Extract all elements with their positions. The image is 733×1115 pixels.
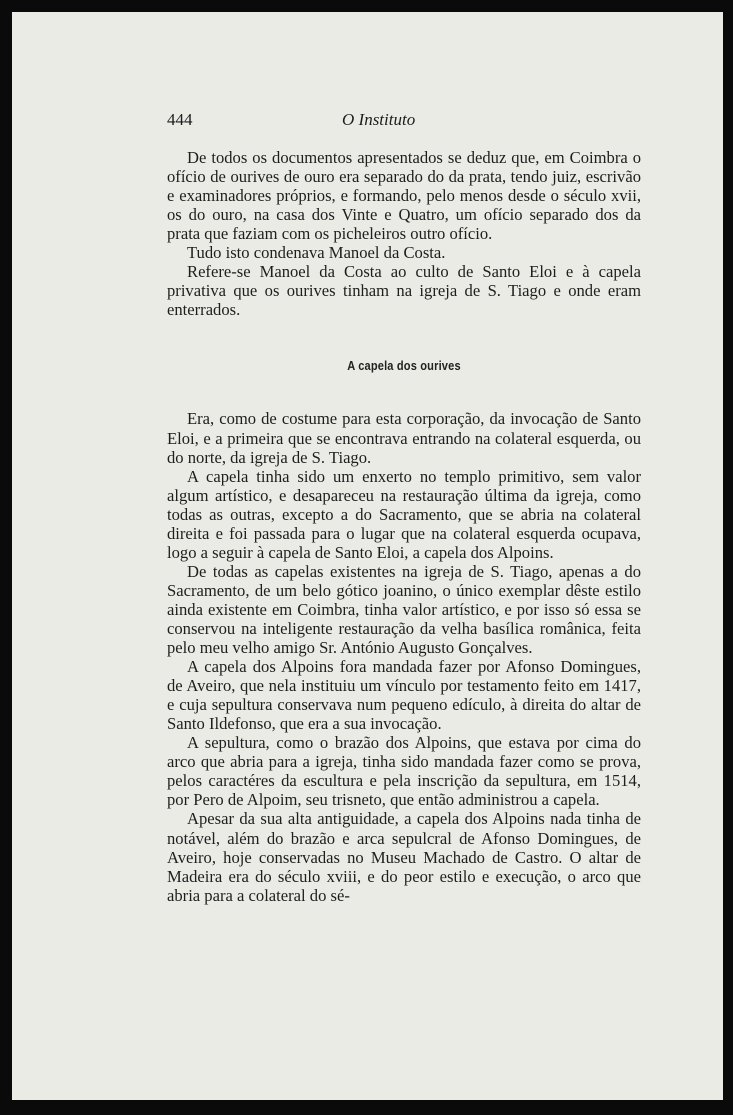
paragraph: Tudo isto condenava Manoel da Costa. <box>187 243 446 263</box>
page-number: 444 <box>167 110 193 129</box>
paragraph: De todos os documentos apresentados se deduz que, em Coimbra o ofício de ourives de ouro era separado do da prata, tendo juiz, escrivão e examinadores próprios, e formando, pelo menos desde o século xvii, os do ouro, na casa dos Vinte e Quatro, um ofício separado dos da prata que faziam com os picheleiros outro ofício. <box>167 148 641 244</box>
paragraph: Era, como de costume para esta corporação, da invocação de Santo Eloi, e a primeira que se encontrava entrando na colateral esquerda, ou do norte, da igreja de S. Tiago. <box>167 409 641 467</box>
book-page <box>12 12 723 1100</box>
running-title: O Instituto <box>342 110 416 129</box>
paragraph: A capela dos Alpoins fora mandada fazer por Afonso Domingues, de Aveiro, que nela instituiu um vínculo por testamento feito em 1417, e cuja sepultura conservava num pequeno edículo, à direita do altar de Santo Ildefonso, que era a sua invocação. <box>167 657 641 734</box>
paragraph: Apesar da sua alta antiguidade, a capela dos Alpoins nada tinha de notável, além do brazão e arca sepulcral de Afonso Domingues, de Aveiro, hoje conservadas no Museu Machado de Castro. O altar de Madeira era do século xviii, e do peor estilo e execução, o arco que abria para a colateral do sé- <box>167 809 641 905</box>
page-header <box>167 110 642 134</box>
page-body <box>167 148 641 905</box>
paragraph: A capela tinha sido um enxerto no templo primitivo, sem valor algum artístico, e desapareceu na restauração última da igreja, como todas as outras, excepto a do Sacramento, que se abria na colateral direita e foi passada para o lugar que na colateral esquerda ocupava, logo a seguir à capela de Santo Eloi, a capela dos Alpoins. <box>167 466 641 562</box>
section-heading: A capela dos ourives <box>347 358 461 374</box>
paragraph: De todas as capelas existentes na igreja de S. Tiago, apenas a do Sacramento, de um belo gótico joanino, o único exemplar dêste estilo ainda existente em Coimbra, tinha valor artístico, e por isso só essa se conservou na inteligente restauração da velha basílica românica, feita pelo meu velho amigo Sr. António Augusto Gonçalves. <box>167 561 641 658</box>
paragraph: A sepultura, como o brazão dos Alpoins, que estava por cima do arco que abria para a igreja, tinha sido mandada fazer como se prova, pelos caractéres da escultura e pela inscrição da sepultura, em 1514, por Pero de Alpoim, seu trisneto, que então administrou a capela. <box>167 733 641 810</box>
paragraph: Refere-se Manoel da Costa ao culto de Santo Eloi e à capela privativa que os ourives tinham na igreja de S. Tiago e onde eram enterrados. <box>167 262 641 320</box>
